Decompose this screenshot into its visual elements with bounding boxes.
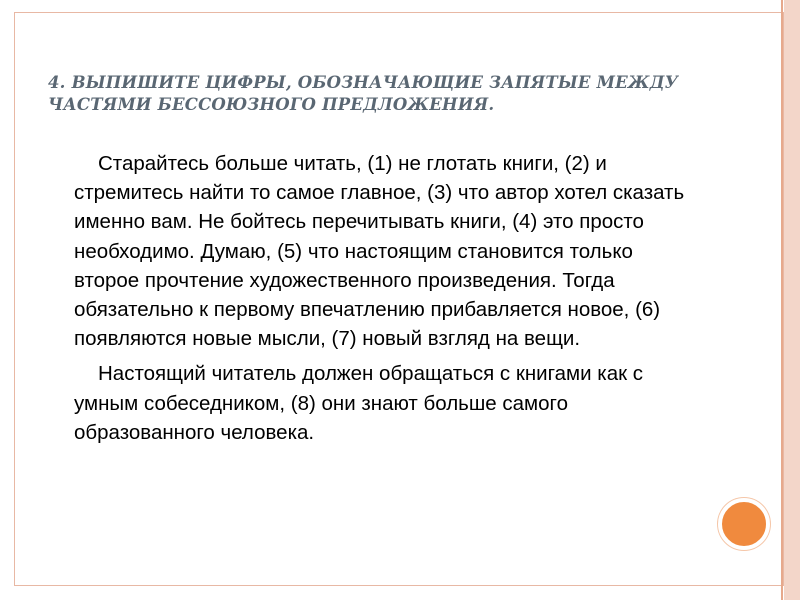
paragraph-2: Настоящий читатель должен обращаться с книгами как с умным собеседником, (8) они знают больше самого образованного человека. <box>74 362 644 444</box>
paragraph-1: Старайтесь больше читать, (1) не глотать книги, (2) и стремитесь найти то самое главное, (3) что автор хотел сказать именно вам. Не бойтесь перечитывать книги, (4) это просто необходимо. Думаю, (5) что настоящим становится только второе прочтение художественного произведения. Тогда обязательно к первому впечатлению прибавляется новое, (6) появляются новые мысли, (7) новый взгляд на вещи. <box>74 152 685 351</box>
title-emphasis: БЕССОЮЗНОГО ПРЕДЛОЖЕНИЯ <box>157 95 489 114</box>
side-strip <box>784 0 800 600</box>
text-body <box>74 149 694 447</box>
title-end: . <box>488 95 495 114</box>
slide-title <box>48 72 688 116</box>
title-text: 4. ВЫПИШИТЕ ЦИФРЫ, ОБОЗНАЧАЮЩИЕ ЗАПЯТЫЕ МЕЖДУ ЧАСТЯМИ <box>48 73 679 114</box>
accent-line <box>781 0 783 600</box>
decorative-circle-icon <box>718 498 770 550</box>
